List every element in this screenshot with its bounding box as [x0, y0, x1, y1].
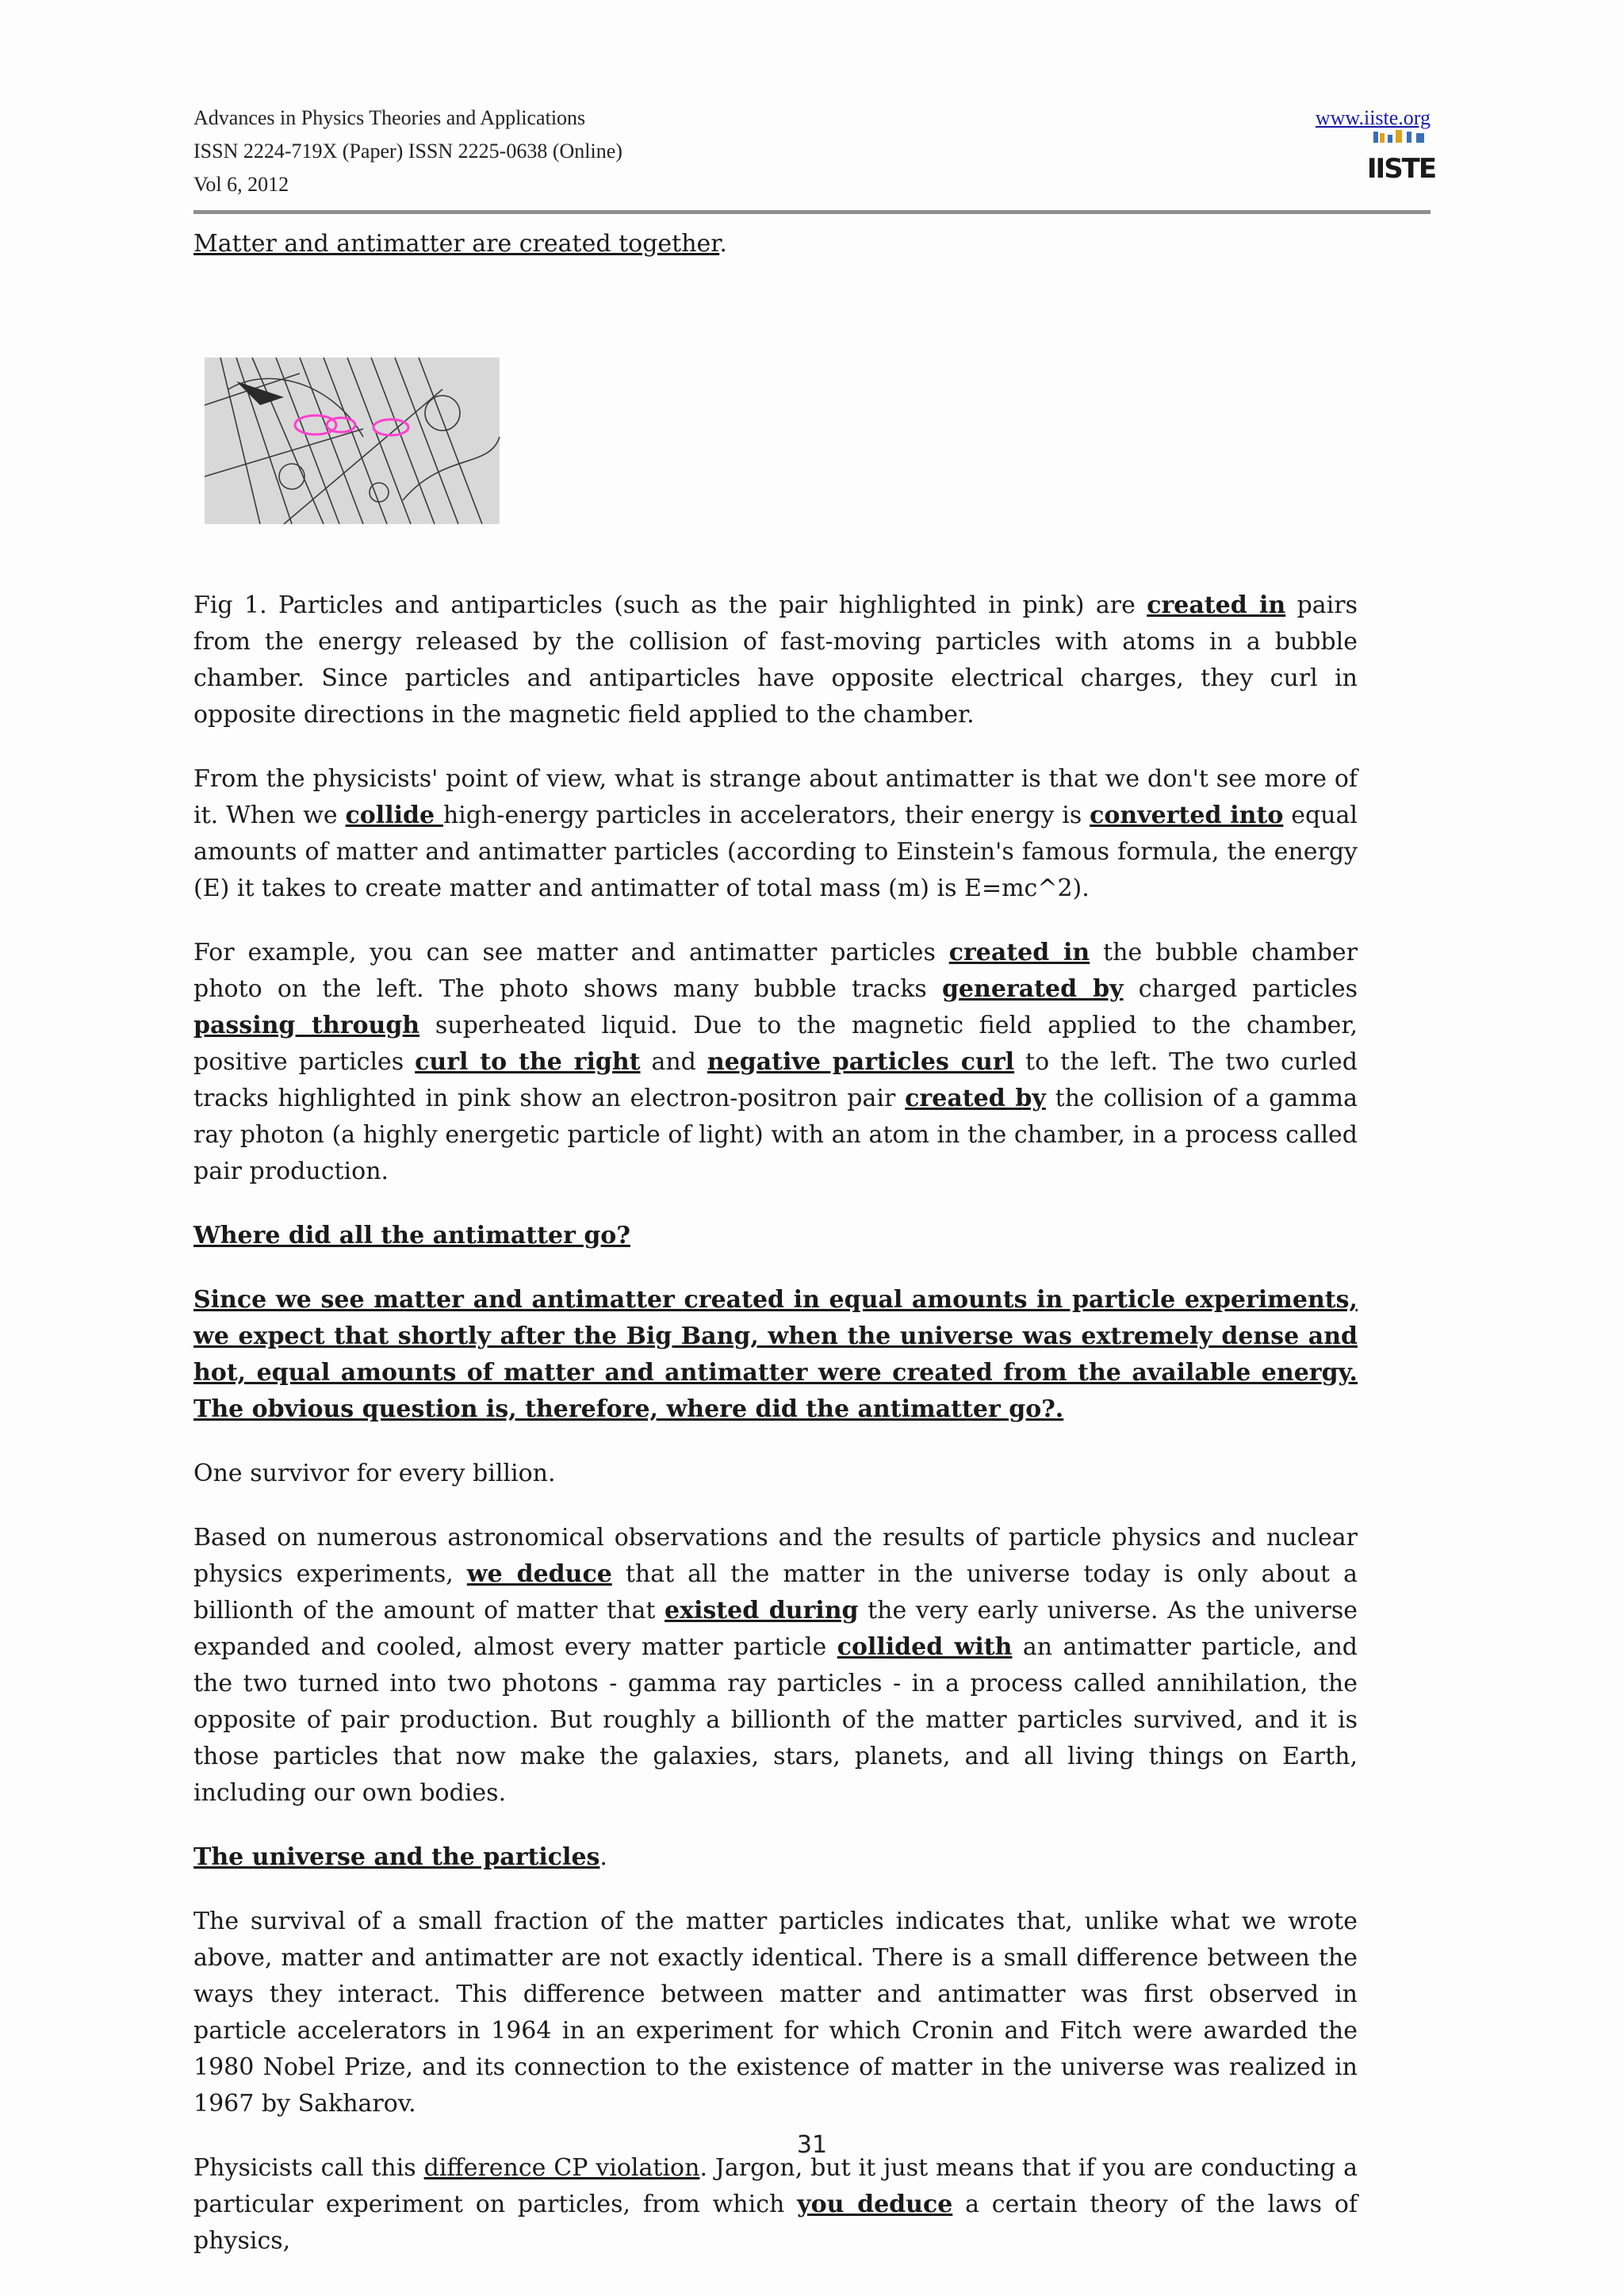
figure-caption: [193, 587, 1358, 733]
paragraph-6: [193, 2150, 1358, 2260]
text-run: Based on numerous astronomical observations and the results of particle physics and nuclear physics experiments,: [193, 1524, 1358, 1588]
highlighted-phrase: collide: [345, 802, 443, 829]
text-run: that all the matter in the universe today is only about a billionth of the amount of matter that: [193, 1560, 1358, 1624]
text-run: and: [640, 1048, 707, 1076]
highlighted-phrase: converted into: [1090, 802, 1284, 829]
iiste-logo: [1366, 130, 1436, 185]
section-heading-universe: [193, 1839, 1358, 1876]
paragraph-4: [193, 1520, 1358, 1812]
text-run: pairs from the energy released by the collision of fast-moving particles with atoms in a bubble chamber. Since particles and antiparticles have opposite electrical charges, they curl in opposite directions in the magnetic field applied to the chamber.: [193, 591, 1358, 729]
page-header: [193, 101, 1436, 201]
text-run: . Jargon, but it just means that if you are conducting a particular experiment on particles, from which: [193, 2154, 1358, 2218]
text-run: charged particles: [1123, 975, 1358, 1003]
text-run: Fig 1. Particles and antiparticles (such as the pair highlighted in pink) are: [193, 591, 1147, 619]
highlighted-phrase: generated by: [941, 975, 1124, 1003]
highlighted-phrase: we deduce: [466, 1560, 612, 1588]
highlighted-phrase: Where did all the antimatter go?: [193, 1222, 630, 1249]
header-divider: [193, 210, 1431, 214]
page-number: 31: [796, 2131, 828, 2159]
text-run: equal amounts of matter and antimatter particles (according to Einstein's famous formula, the energy (E) it takes to create matter and antimatter of total mass (m) is E=mc^2).: [193, 802, 1358, 902]
text-run: the bubble chamber photo on the left. The photo shows many bubble tracks: [193, 939, 1358, 1003]
intro-heading-text: Matter and antimatter are created together: [193, 230, 720, 258]
text-run: The survival of a small fraction of the matter particles indicates that, unlike what we wrote above, matter and antimatter are not exactly identical. There is a small difference between the ways they interact. This difference between matter and antimatter was first observed in particle accelerators in 1964 in an experiment for which Cronin and Fitch were awarded the 1980 Nobel Prize, and its connection to the existence of matter in the universe was realized in 1967 by Sakharov.: [193, 1908, 1358, 2118]
text-run: superheated liquid. Due to the magnetic field applied to the chamber, positive particles: [193, 1012, 1358, 1076]
highlighted-phrase: existed during: [665, 1597, 859, 1624]
text-run: the very early universe. As the universe expanded and cooled, almost every matter particle: [193, 1597, 1358, 1661]
text-run: .: [599, 1843, 607, 1871]
highlighted-phrase: passing through: [193, 1012, 420, 1039]
highlighted-phrase: curl to the right: [415, 1048, 641, 1076]
highlighted-phrase: collided with: [837, 1633, 1013, 1661]
paragraph-3: [193, 1282, 1358, 1428]
volume-line: Vol 6, 2012: [193, 173, 289, 196]
highlighted-phrase: created in: [1147, 591, 1286, 619]
highlighted-phrase: created by: [905, 1085, 1046, 1112]
highlighted-phrase: Since we see matter and antimatter created in equal amounts in particle experiments, we expect that shortly after the Big Bang, when the universe was extremely dense and hot, equal amounts of matter and antimatter were created from the available energy. The obvious question is, therefore, where did the antimatter go?.: [193, 1286, 1358, 1423]
paragraph-5: [193, 1904, 1358, 2122]
text-run: Physicists call this: [193, 2154, 424, 2182]
text-run: high-energy particles in accelerators, their energy is: [442, 802, 1090, 829]
journal-title: Advances in Physics Theories and Applications: [193, 106, 586, 129]
text-run: a certain theory of the laws of physics,: [193, 2191, 1358, 2255]
paragraph-2: [193, 935, 1358, 1190]
paragraph-1: [193, 761, 1358, 907]
text-run: From the physicists' point of view, what is strange about antimatter is that we don't see more of it. When we: [193, 765, 1358, 829]
highlighted-phrase: created in: [948, 939, 1090, 966]
highlighted-phrase: difference CP violation: [423, 2154, 700, 2182]
bubble-chamber-photo: [205, 358, 500, 524]
text-run: to the left. The two curled tracks highlighted in pink show an electron-positron pair: [193, 1048, 1358, 1112]
article-body: [193, 226, 1358, 2287]
text-run: For example, you can see matter and antimatter particles: [193, 939, 949, 966]
section-heading-antimatter: [193, 1218, 1358, 1254]
text-run: One survivor for every billion.: [193, 1460, 556, 1487]
highlighted-phrase: The universe and the particles: [193, 1843, 600, 1871]
text-run: the collision of a gamma ray photon (a highly energetic particle of light) with an atom in the chamber, in a process called pair production.: [193, 1085, 1358, 1185]
text-run: an antimatter particle, and the two turned into two photons - gamma ray particles - in a process called annihilation, the opposite of pair production. But roughly a billionth of the matter particles survived, and it is those particles that now make the galaxies, stars, planets, and all living things on Earth, including our own bodies.: [193, 1633, 1358, 1807]
logo-text: IISTE: [1366, 153, 1436, 185]
intro-heading: Matter and antimatter are created together.: [193, 230, 727, 258]
highlighted-phrase: you deduce: [797, 2191, 953, 2218]
issn-line: ISSN 2224-719X (Paper) ISSN 2225-0638 (Online): [193, 140, 622, 163]
section-heading-survivor: [193, 1456, 1358, 1492]
journal-url-link[interactable]: www.iiste.org: [1315, 106, 1431, 129]
highlighted-phrase: negative particles curl: [707, 1048, 1015, 1076]
